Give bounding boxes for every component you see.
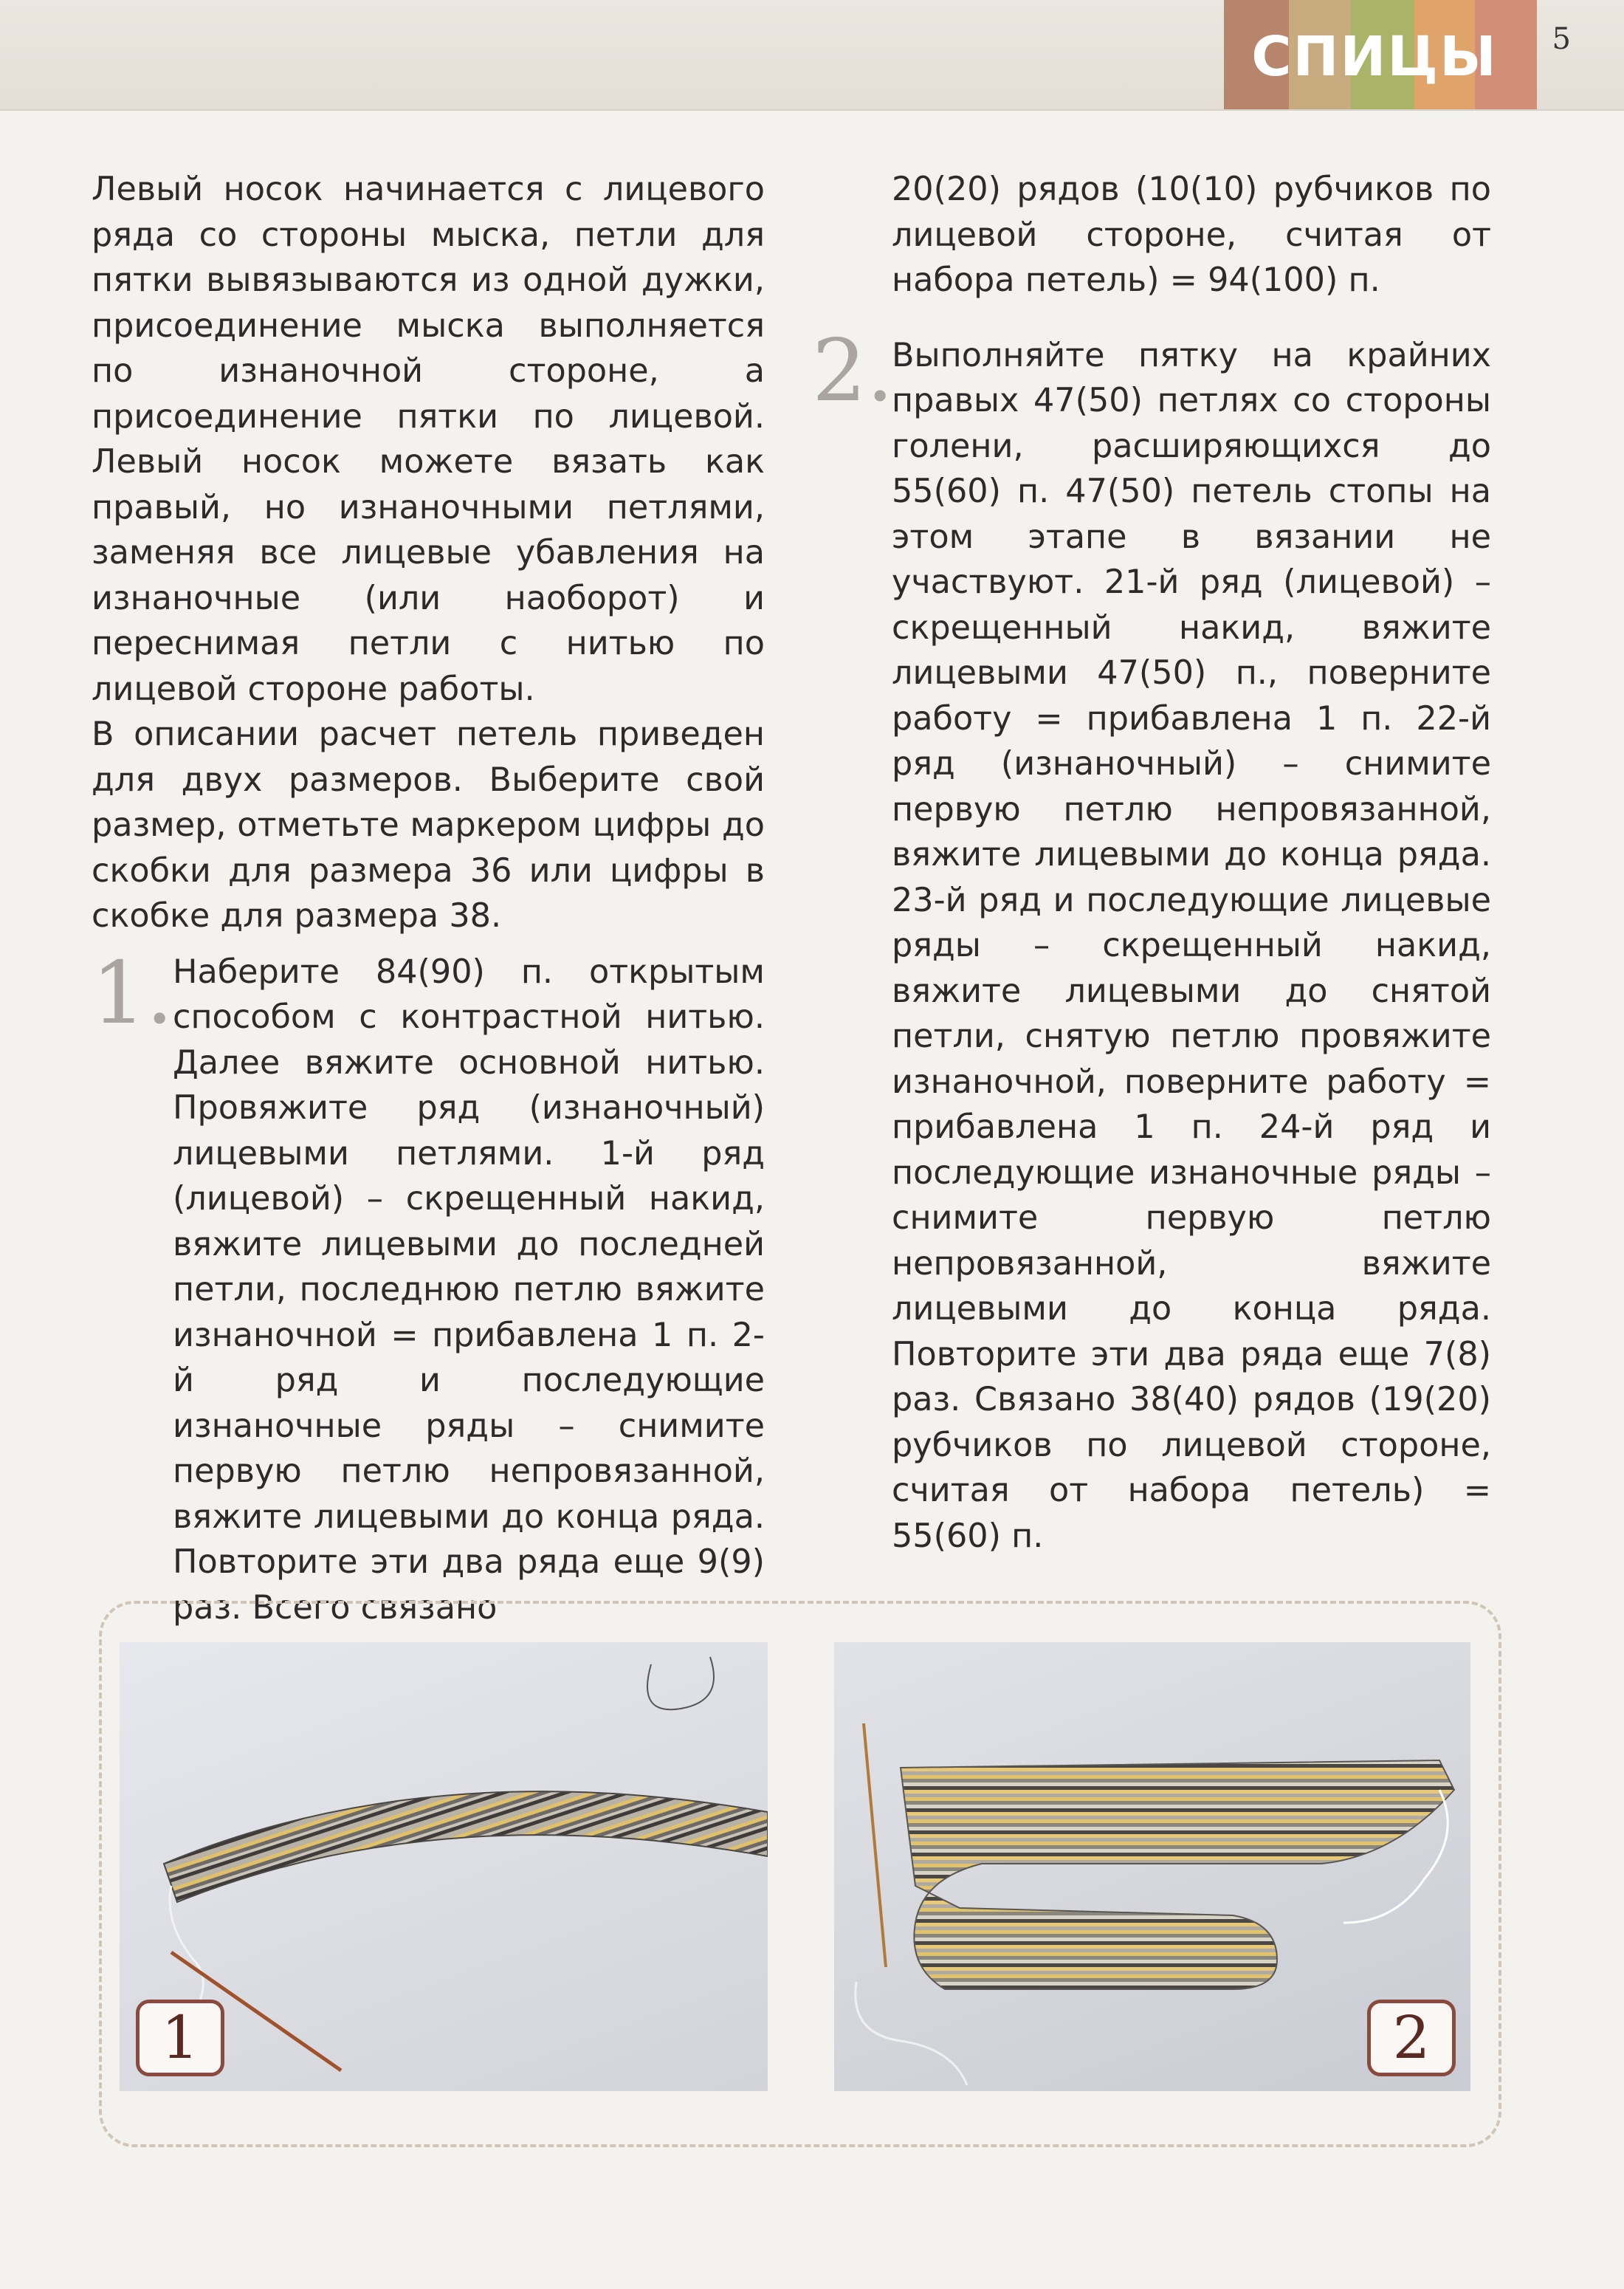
photo-step-2 bbox=[834, 1642, 1470, 2091]
step-1-text: Наберите 84(90) п. открытым способом с контрастной нитью. Далее вяжите основной нитью. Провяжите ряд (изнаночный) лицевыми петлями. 1-й ряд (лицевой) – скрещенный накид, вяжите лицевыми до последней петли, последнюю петлю вяжите изнаночной = прибавлена 1 п. 2-й ряд и последующие изнаночные ряды – снимите первую петлю непровязанной, вяжите лицевыми до конца ряда. Повторите эти два ряда еще 9(9) раз. Всего связано bbox=[173, 953, 765, 1627]
intro-paragraph-2: В описании расчет петель приведен для двух размеров. Выберите свой размер, отметьте маркером цифры до скобки для размера 36 или цифры в скобке для размера 38. bbox=[92, 715, 765, 935]
step-2-number: 2. bbox=[812, 320, 894, 421]
right-column bbox=[812, 167, 1491, 1559]
photo-badge-1: 1 bbox=[136, 2000, 224, 2076]
step-2 bbox=[812, 320, 1491, 1559]
photo-step-1 bbox=[120, 1642, 768, 2091]
page-number: 5 bbox=[1552, 22, 1571, 56]
photo-badge-2: 2 bbox=[1367, 2000, 1456, 2076]
section-title: СПИЦЫ bbox=[1251, 25, 1498, 89]
header-band bbox=[0, 0, 1624, 111]
intro-paragraph-1: Левый носок начинается с лицевого ряда со стороны мыска, петли для пятки вывязываются из одной дужки, присоединение мыска выполняется по изнаночной стороне, а присоединение пятки по лицевой. Левый носок можете вязать как правый, но изнаночными петлями, заменяя все лицевые убавления на изнаночные (или наоборот) и переснимая петли с нитью по лицевой стороне работы. bbox=[92, 171, 765, 708]
step-2-text: Выполняйте пятку на крайних правых 47(50) петлях со стороны голени, расширяющихся до 55(60) п. 47(50) петель стопы на этом этапе в вязании не участвуют. 21-й ряд (лицевой) – скрещенный накид, вяжите лицевыми 47(50) п., поверните работу = прибавлена 1 п. 22-й ряд (изнаночный) – снимите первую петлю непровязанной, вяжите лицевыми до конца ряда. 23-й ряд и последующие лицевые ряды – скрещенный накид, вяжите лицевыми до снятой петли, снятую петлю провяжите изнаночной, поверните работу = прибавлена 1 п. 24-й ряд и последующие изнаночные ряды – снимите первую петлю непровязанной, вяжите лицевыми до конца ряда. Повторите эти два ряда еще 7(8) раз. Связано 38(40) рядов (19(20) рубчиков по лицевой стороне, считая от набора петель) = 55(60) п. bbox=[892, 336, 1491, 1555]
step-1-continuation: 20(20) рядов (10(10) рубчиков по лицевой стороне, считая от набора петель) = 94(100) п. bbox=[892, 171, 1491, 299]
step-1-number: 1. bbox=[92, 943, 173, 1043]
left-column bbox=[92, 167, 765, 1630]
step-1 bbox=[92, 943, 765, 1631]
